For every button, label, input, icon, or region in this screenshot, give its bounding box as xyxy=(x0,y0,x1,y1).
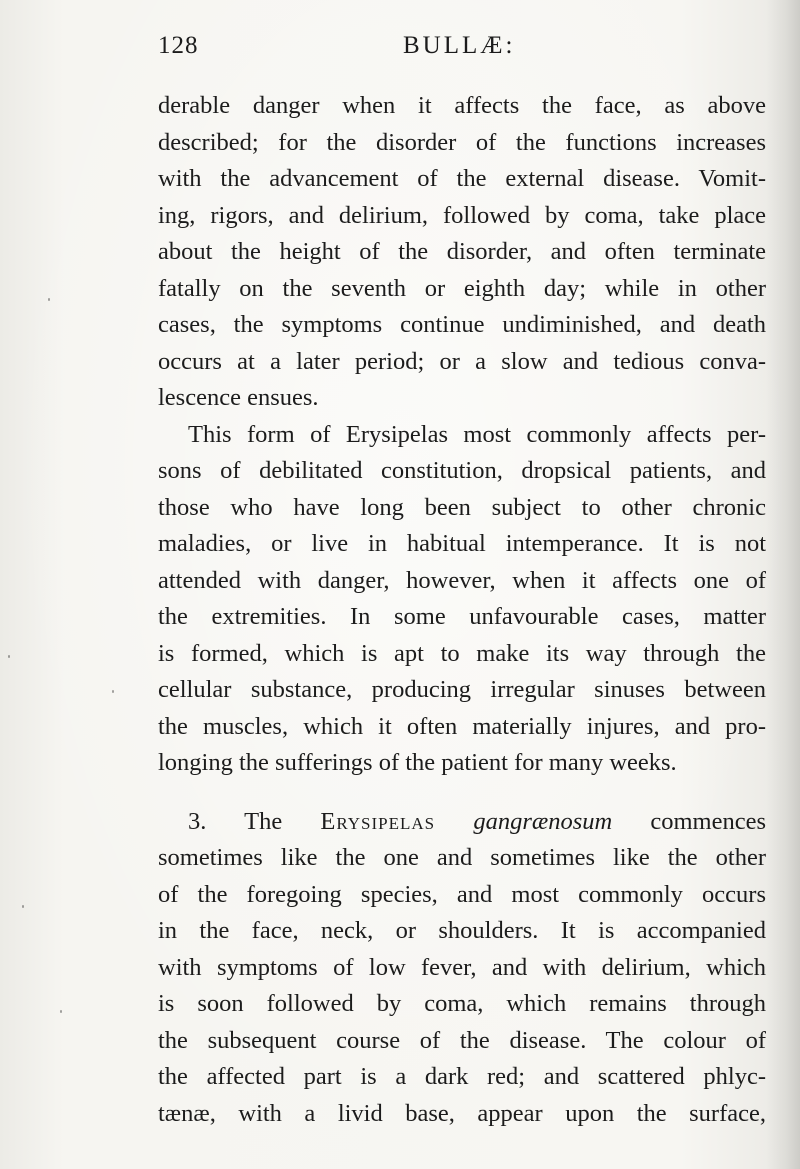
text-line: sons of debilitated constitution, dropsical patients, and xyxy=(158,457,766,484)
paper-speck xyxy=(48,298,50,301)
text-word: commences xyxy=(650,807,766,835)
text-line: derable danger when it affects the face, as above xyxy=(158,92,766,119)
text-line: sometimes like the one and sometimes like the other xyxy=(158,844,766,871)
page-number: 128 xyxy=(158,32,199,59)
text-line: those who have long been subject to other chronic xyxy=(158,493,766,521)
text-line: with the advancement of the external disease. Vomit- xyxy=(158,165,766,192)
text-line: described; for the disorder of the functions increases xyxy=(158,128,766,156)
paper-speck xyxy=(22,905,24,908)
text-line: attended with danger, however, when it affects one of xyxy=(158,566,766,594)
text-line: about the height of the disorder, and often terminate xyxy=(158,238,766,265)
text-line: maladies, or live in habitual intemperance. It is not xyxy=(158,530,766,557)
paragraph xyxy=(158,417,766,782)
text-line: the subsequent course of the disease. The colour of xyxy=(158,1026,766,1054)
paragraph xyxy=(158,804,766,1133)
running-head: BULLÆ: xyxy=(403,32,516,59)
text-line: longing the sufferings of the patient for many weeks. xyxy=(158,749,677,776)
text-line: the affected part is a dark red; and scattered phlyc- xyxy=(158,1063,766,1090)
text-line: This form of Erysipelas most commonly affects per- xyxy=(188,420,766,448)
paragraph xyxy=(158,88,766,417)
text-line: tænæ, with a livid base, appear upon the surface, xyxy=(158,1099,766,1127)
text-line: with symptoms of low fever, and with delirium, which xyxy=(158,953,766,981)
paper-speck xyxy=(112,690,114,693)
text-line: in the face, neck, or shoulders. It is accompanied xyxy=(158,917,766,944)
text-word: The xyxy=(244,807,283,835)
species-name: gangrænosum xyxy=(473,807,613,835)
text-line: the extremities. In some unfavourable cases, matter xyxy=(158,603,766,630)
text-line: fatally on the seventh or eighth day; while in other xyxy=(158,274,766,302)
paper-speck xyxy=(60,1010,62,1013)
text-line: ing, rigors, and delirium, followed by coma, take place xyxy=(158,201,766,229)
paragraph-gap xyxy=(158,782,766,804)
text-line: is formed, which is apt to make its way through the xyxy=(158,639,766,667)
page-header xyxy=(158,32,766,72)
text-line: is soon followed by coma, which remains through xyxy=(158,990,766,1017)
text-line: of the foregoing species, and most commonly occurs xyxy=(158,880,766,908)
body-text xyxy=(158,88,766,1132)
text-line: cellular substance, producing irregular sinuses between xyxy=(158,676,766,703)
text-line: occurs at a later period; or a slow and tedious conva- xyxy=(158,347,766,375)
disease-name: Erysipelas xyxy=(320,807,436,835)
section-number: 3. xyxy=(188,807,207,835)
page-edge-shadow xyxy=(766,0,800,1169)
text-line xyxy=(158,804,766,841)
paper-speck xyxy=(8,655,10,658)
text-line: lescence ensues. xyxy=(158,384,319,411)
text-line: cases, the symptoms continue undiminished, and death xyxy=(158,311,766,338)
text-line: the muscles, which it often materially injures, and pro- xyxy=(158,712,766,740)
